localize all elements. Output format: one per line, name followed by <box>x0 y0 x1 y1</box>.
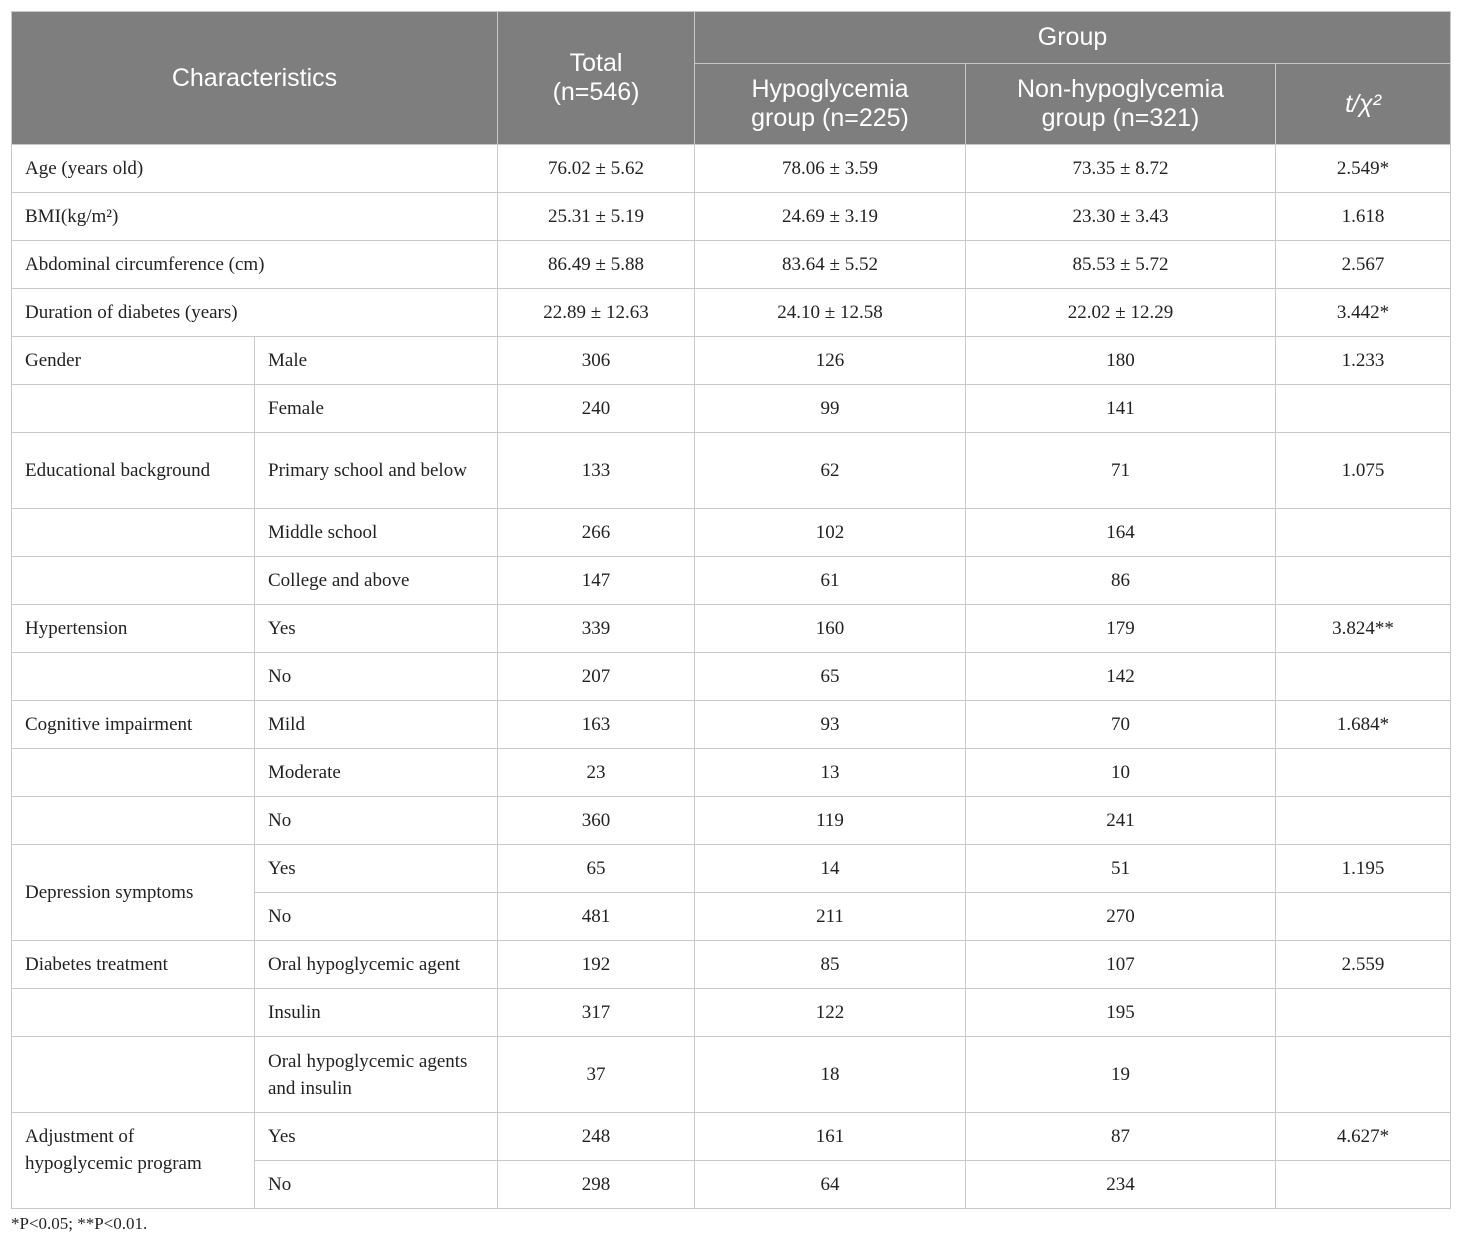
statistic-cell: 2.567 <box>1276 241 1451 289</box>
table-row <box>12 989 1451 1037</box>
characteristic-cell: Abdominal circumference (cm) <box>12 241 498 289</box>
subcategory-cell: College and above <box>255 557 498 605</box>
characteristic-cell: Diabetes treatment <box>12 941 255 989</box>
total-cell: 25.31 ± 5.19 <box>498 193 695 241</box>
subcategory-cell: Male <box>255 337 498 385</box>
total-cell: 133 <box>498 433 695 509</box>
hypo-cell: 211 <box>695 893 966 941</box>
hypo-cell: 161 <box>695 1113 966 1161</box>
characteristic-cell <box>12 749 255 797</box>
total-cell: 192 <box>498 941 695 989</box>
total-cell: 360 <box>498 797 695 845</box>
total-cell: 22.89 ± 12.63 <box>498 289 695 337</box>
subcategory-cell: No <box>255 893 498 941</box>
table-row <box>12 241 1451 289</box>
subcategory-cell: Yes <box>255 1113 498 1161</box>
hypo-cell: 24.69 ± 3.19 <box>695 193 966 241</box>
non-hypo-cell: 71 <box>966 433 1276 509</box>
header-total <box>498 12 695 145</box>
table-row <box>12 605 1451 653</box>
total-cell: 163 <box>498 701 695 749</box>
subcategory-cell: Mild <box>255 701 498 749</box>
statistic-cell: 1.684* <box>1276 701 1451 749</box>
statistic-cell <box>1276 797 1451 845</box>
characteristic-cell: Depression symptoms <box>12 845 255 941</box>
table-row <box>12 557 1451 605</box>
statistic-cell <box>1276 749 1451 797</box>
hypo-cell: 102 <box>695 509 966 557</box>
header-hypoglycemia <box>695 64 966 145</box>
subcategory-cell: Yes <box>255 845 498 893</box>
subcategory-cell: Middle school <box>255 509 498 557</box>
non-hypo-cell: 141 <box>966 385 1276 433</box>
statistic-cell <box>1276 385 1451 433</box>
characteristic-cell: Age (years old) <box>12 145 498 193</box>
statistic-cell <box>1276 509 1451 557</box>
hypo-cell: 78.06 ± 3.59 <box>695 145 966 193</box>
statistic-cell <box>1276 653 1451 701</box>
subcategory-cell: No <box>255 1161 498 1209</box>
hypo-cell: 61 <box>695 557 966 605</box>
total-cell: 76.02 ± 5.62 <box>498 145 695 193</box>
characteristic-cell: Adjustment of hypoglycemic program <box>12 1113 255 1209</box>
non-hypo-cell: 180 <box>966 337 1276 385</box>
subcategory-cell: Insulin <box>255 989 498 1037</box>
non-hypo-cell: 241 <box>966 797 1276 845</box>
header-statistic: t/χ² <box>1276 64 1451 145</box>
characteristic-cell <box>12 1037 255 1113</box>
header-characteristics: Characteristics <box>12 12 498 145</box>
hypo-cell: 62 <box>695 433 966 509</box>
total-cell: 147 <box>498 557 695 605</box>
statistic-cell <box>1276 989 1451 1037</box>
non-hypo-cell: 70 <box>966 701 1276 749</box>
hypo-cell: 93 <box>695 701 966 749</box>
hypo-cell: 18 <box>695 1037 966 1113</box>
hypo-cell: 160 <box>695 605 966 653</box>
total-cell: 23 <box>498 749 695 797</box>
footnote: *P<0.05; **P<0.01. <box>11 1214 148 1233</box>
non-hypo-cell: 142 <box>966 653 1276 701</box>
table-row <box>12 433 1451 509</box>
total-cell: 481 <box>498 893 695 941</box>
total-cell: 86.49 ± 5.88 <box>498 241 695 289</box>
characteristic-cell <box>12 509 255 557</box>
header-nonhypo-n: group (n=321) <box>1041 104 1200 132</box>
characteristic-cell <box>12 653 255 701</box>
header-total-n: (n=546) <box>552 78 640 106</box>
characteristic-cell: BMI(kg/m²) <box>12 193 498 241</box>
characteristic-cell: Gender <box>12 337 255 385</box>
statistic-cell: 1.075 <box>1276 433 1451 509</box>
hypo-cell: 122 <box>695 989 966 1037</box>
statistic-cell <box>1276 893 1451 941</box>
total-cell: 306 <box>498 337 695 385</box>
table-body <box>12 145 1451 1209</box>
non-hypo-cell: 23.30 ± 3.43 <box>966 193 1276 241</box>
hypo-cell: 24.10 ± 12.58 <box>695 289 966 337</box>
hypo-cell: 83.64 ± 5.52 <box>695 241 966 289</box>
total-cell: 317 <box>498 989 695 1037</box>
non-hypo-cell: 51 <box>966 845 1276 893</box>
header-row-top <box>12 12 1451 64</box>
header-total-label: Total <box>569 49 623 77</box>
subcategory-cell: Primary school and below <box>255 433 498 509</box>
characteristic-cell <box>12 557 255 605</box>
statistic-cell: 4.627* <box>1276 1113 1451 1161</box>
hypo-cell: 126 <box>695 337 966 385</box>
statistic-cell <box>1276 1037 1451 1113</box>
total-cell: 65 <box>498 845 695 893</box>
table-row <box>12 701 1451 749</box>
table-row <box>12 653 1451 701</box>
non-hypo-cell: 73.35 ± 8.72 <box>966 145 1276 193</box>
table-row <box>12 509 1451 557</box>
characteristic-cell <box>12 797 255 845</box>
table-row <box>12 845 1451 893</box>
total-cell: 266 <box>498 509 695 557</box>
subcategory-cell: Yes <box>255 605 498 653</box>
hypo-cell: 64 <box>695 1161 966 1209</box>
non-hypo-cell: 164 <box>966 509 1276 557</box>
total-cell: 339 <box>498 605 695 653</box>
statistic-cell: 3.442* <box>1276 289 1451 337</box>
header-non-hypoglycemia <box>966 64 1276 145</box>
subcategory-cell: No <box>255 653 498 701</box>
statistic-cell <box>1276 1161 1451 1209</box>
non-hypo-cell: 270 <box>966 893 1276 941</box>
characteristic-cell: Cognitive impairment <box>12 701 255 749</box>
characteristic-cell <box>12 989 255 1037</box>
table-row <box>12 941 1451 989</box>
table-row <box>12 1113 1451 1161</box>
hypo-cell: 14 <box>695 845 966 893</box>
table-row <box>12 1037 1451 1113</box>
statistic-cell: 1.233 <box>1276 337 1451 385</box>
table-row <box>12 145 1451 193</box>
characteristic-cell <box>12 385 255 433</box>
statistic-cell: 1.618 <box>1276 193 1451 241</box>
table-row <box>12 337 1451 385</box>
header-hypo-n: group (n=225) <box>751 104 909 132</box>
header-hypo-label: Hypoglycemia <box>751 75 909 103</box>
subcategory-cell: Moderate <box>255 749 498 797</box>
total-cell: 37 <box>498 1037 695 1113</box>
statistic-cell: 3.824** <box>1276 605 1451 653</box>
characteristic-cell: Hypertension <box>12 605 255 653</box>
statistic-cell: 2.559 <box>1276 941 1451 989</box>
non-hypo-cell: 86 <box>966 557 1276 605</box>
non-hypo-cell: 179 <box>966 605 1276 653</box>
subcategory-cell: Oral hypoglycemic agent <box>255 941 498 989</box>
non-hypo-cell: 87 <box>966 1113 1276 1161</box>
total-cell: 207 <box>498 653 695 701</box>
non-hypo-cell: 22.02 ± 12.29 <box>966 289 1276 337</box>
table-row <box>12 193 1451 241</box>
total-cell: 240 <box>498 385 695 433</box>
hypo-cell: 119 <box>695 797 966 845</box>
hypo-cell: 99 <box>695 385 966 433</box>
non-hypo-cell: 10 <box>966 749 1276 797</box>
characteristic-cell: Educational background <box>12 433 255 509</box>
non-hypo-cell: 85.53 ± 5.72 <box>966 241 1276 289</box>
table-row <box>12 749 1451 797</box>
subcategory-cell: Female <box>255 385 498 433</box>
table-row <box>12 385 1451 433</box>
table-row <box>12 797 1451 845</box>
header-group: Group <box>695 12 1451 64</box>
hypo-cell: 13 <box>695 749 966 797</box>
non-hypo-cell: 195 <box>966 989 1276 1037</box>
hypo-cell: 85 <box>695 941 966 989</box>
non-hypo-cell: 107 <box>966 941 1276 989</box>
statistic-cell: 1.195 <box>1276 845 1451 893</box>
hypo-cell: 65 <box>695 653 966 701</box>
non-hypo-cell: 19 <box>966 1037 1276 1113</box>
table-row <box>12 289 1451 337</box>
characteristics-table <box>11 11 1451 1209</box>
statistic-cell: 2.549* <box>1276 145 1451 193</box>
total-cell: 248 <box>498 1113 695 1161</box>
statistic-cell <box>1276 557 1451 605</box>
non-hypo-cell: 234 <box>966 1161 1276 1209</box>
subcategory-cell: Oral hypoglycemic agents and insulin <box>255 1037 498 1113</box>
characteristic-cell: Duration of diabetes (years) <box>12 289 498 337</box>
header-nonhypo-label: Non-hypoglycemia <box>1016 75 1225 103</box>
total-cell: 298 <box>498 1161 695 1209</box>
subcategory-cell: No <box>255 797 498 845</box>
